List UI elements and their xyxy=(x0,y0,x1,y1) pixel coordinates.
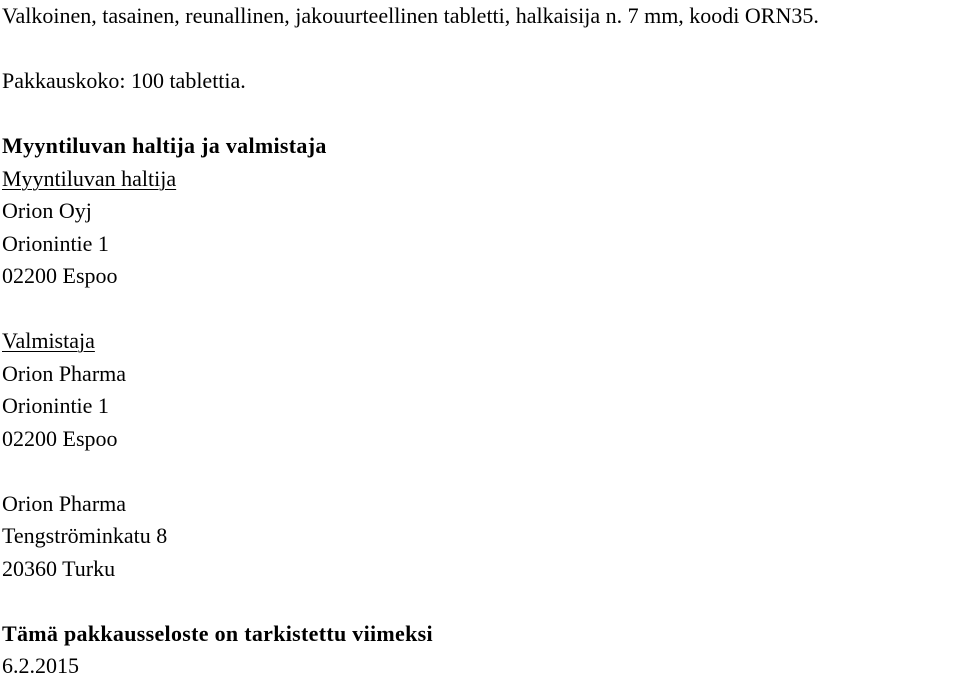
spacer xyxy=(2,33,952,66)
holder-street: Orionintie 1 xyxy=(2,230,109,256)
manufacturer-site2-city: 20360 Turku xyxy=(2,555,116,581)
tablet-description: Valkoinen, tasainen, reunallinen, jakouurteellinen tabletti, halkaisija n. 7 mm, koodi ORN35. xyxy=(2,3,819,28)
manufacturer-site1-name: Orion Pharma xyxy=(2,360,127,386)
section-heading-holder-manufacturer: Myyntiluvan haltija ja valmistaja xyxy=(2,133,327,158)
manufacturer-site2-street: Tengströminkatu 8 xyxy=(2,523,168,548)
holder-city: 02200 Espoo xyxy=(2,263,118,288)
manufacturer-site2-name: Orion Pharma xyxy=(2,490,127,516)
revision-date: 6.2.2015 xyxy=(2,653,79,678)
manufacturer-site1-street: Orionintie 1 xyxy=(2,393,109,418)
document-page xyxy=(2,0,952,683)
holder-name: Orion Oyj xyxy=(2,198,92,223)
spacer xyxy=(2,455,952,488)
spacer xyxy=(2,293,952,326)
manufacturer-label: Valmistaja xyxy=(2,328,95,353)
manufacturer-site1-city: 02200 Espoo xyxy=(2,425,118,451)
holder-label: Myyntiluvan haltija xyxy=(2,165,177,191)
pack-size: Pakkauskoko: 100 tablettia. xyxy=(2,68,246,93)
spacer xyxy=(2,98,952,131)
revision-heading: Tämä pakkausseloste on tarkistettu viimeksi xyxy=(2,620,433,646)
spacer xyxy=(2,585,952,618)
